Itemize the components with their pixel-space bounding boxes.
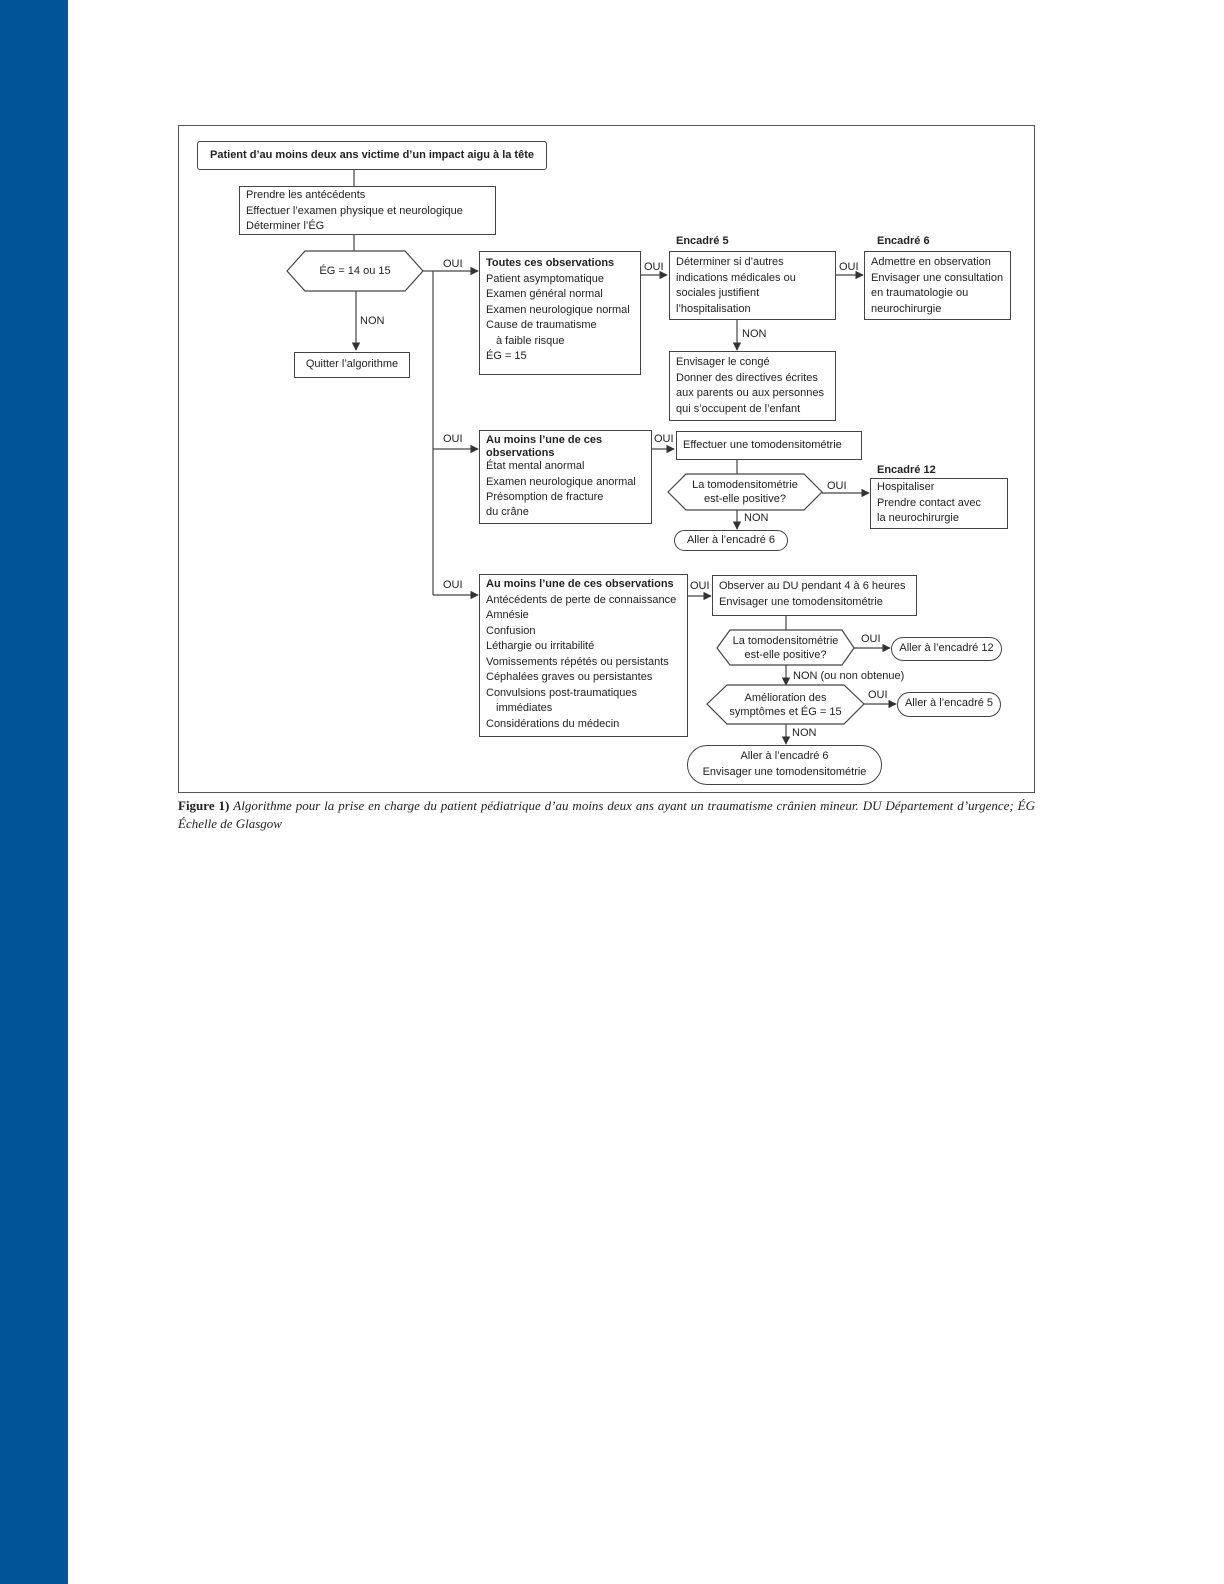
ct-question2-line: est-elle positive? — [744, 648, 827, 661]
label-oui-2: OUI — [443, 433, 463, 445]
goto-box5 — [897, 692, 1001, 717]
observation-item: Présomption de fracture — [486, 490, 604, 503]
box12-heading: Encadré 12 — [877, 464, 936, 476]
final-line: Aller à l’encadré 6 — [740, 750, 829, 762]
label-oui-ct: OUI — [654, 433, 674, 445]
start-box — [197, 141, 547, 170]
history-line: Déterminer l’ÉG — [246, 220, 325, 232]
label-non-exit: NON — [360, 315, 385, 327]
goto-box6-text: Aller à l’encadré 6 — [686, 534, 776, 546]
label-non-ct1: NON — [744, 512, 769, 524]
observe-box — [712, 575, 917, 616]
label-oui-goto12: OUI — [861, 633, 881, 645]
improvement-question-line: Amélioration des — [744, 691, 827, 704]
observations-any1-title: Au moins l’une de ces — [486, 434, 603, 446]
observation-item: Patient asymptomatique — [486, 272, 605, 285]
goto-box5-text: Aller à l’encadré 5 — [904, 697, 994, 709]
observation-item: du crâne — [486, 506, 529, 519]
discharge-box — [669, 351, 836, 421]
observation-item: à faible risque — [496, 334, 565, 347]
observation-item: Confusion — [486, 624, 536, 637]
caption-text: Algorithme pour la prise en charge du patient pédiatrique d’au moins deux ans ayant un traumatisme crânien mineur. DU Département d’urgence; ÉG Échelle de Glasgow — [178, 798, 1035, 831]
figure-caption — [178, 797, 1035, 833]
label-oui-box5: OUI — [644, 261, 664, 273]
observation-item: ÉG = 15 — [486, 350, 527, 362]
start-text: Patient d’au moins deux ans victime d’un impact aigu à la tête — [210, 149, 534, 161]
box6-line: neurochirurgie — [871, 302, 942, 315]
observations-any2-title: Au moins l’une de ces observations — [486, 578, 674, 590]
observation-item: Amnésie — [486, 609, 529, 621]
discharge-line: qui s’occupent de l’enfant — [676, 402, 801, 415]
box5-line: sociales justifient — [676, 287, 760, 299]
label-oui-box6: OUI — [839, 261, 859, 273]
label-oui-box12: OUI — [827, 480, 847, 492]
observation-item: Antécédents de perte de connaissance — [486, 593, 677, 606]
goto-box6 — [674, 530, 788, 551]
exit-text: Quitter l’algorithme — [305, 358, 399, 370]
history-line: Prendre les antécédents — [246, 189, 366, 201]
ct-question1-line: est-elle positive? — [704, 493, 786, 505]
observations-any1-box — [479, 430, 652, 524]
figure-label: Figure 1) — [178, 798, 230, 813]
goto-box12-text: Aller à l’encadré 12 — [899, 642, 994, 654]
observations-any2-box — [479, 574, 688, 737]
label-oui-goto5: OUI — [868, 689, 888, 701]
observation-item: Examen neurologique anormal — [486, 475, 636, 488]
final-line: Envisager une tomodensitométrie — [702, 765, 867, 778]
ct-question1-label — [668, 474, 822, 510]
box5-line: l’hospitalisation — [676, 302, 751, 315]
discharge-line: Envisager le congé — [676, 356, 770, 368]
decision-eg-text: ÉG = 14 ou 15 — [319, 265, 391, 277]
observe-line: Observer au DU pendant 4 à 6 heures — [719, 580, 906, 592]
exit-box — [294, 352, 410, 378]
label-non-or-not: NON (ou non obtenue) — [793, 670, 905, 682]
observation-item: Vomissements répétés ou persistants — [486, 655, 669, 668]
observation-item: Céphalées graves ou persistantes — [486, 671, 653, 683]
observations-all-box — [479, 251, 641, 375]
observation-item: État mental anormal — [486, 460, 585, 473]
observation-item: Examen neurologique normal — [486, 303, 630, 316]
box5-line: Déterminer si d’autres — [676, 256, 784, 268]
ct-perform-text: Effectuer une tomodensitométrie — [683, 439, 842, 451]
ct-question2-label — [717, 630, 854, 665]
improvement-question-label — [707, 685, 864, 724]
final-box — [687, 745, 882, 785]
observation-item: Cause de traumatisme — [486, 319, 597, 331]
box6-line: en traumatologie ou — [871, 287, 969, 299]
observations-all-title: Toutes ces observations — [486, 257, 615, 269]
goto-box12 — [891, 637, 1002, 661]
label-oui-observe: OUI — [690, 580, 710, 592]
box12-line: Hospitaliser — [877, 481, 935, 493]
label-non-final: NON — [792, 727, 817, 739]
improvement-question-line: symptômes et ÉG = 15 — [729, 705, 842, 718]
observation-item: Convulsions post-traumatiques — [486, 686, 638, 699]
box6-heading: Encadré 6 — [877, 235, 930, 247]
observation-item: Considérations du médecin — [486, 717, 620, 730]
decision-eg-label — [287, 251, 423, 291]
observation-item: Léthargie ou irritabilité — [486, 640, 595, 652]
label-oui-3: OUI — [443, 579, 463, 591]
label-non-box5: NON — [742, 328, 767, 340]
discharge-line: Donner des directives écrites — [676, 371, 818, 384]
discharge-line: aux parents ou aux personnes — [676, 387, 824, 399]
history-line: Effectuer l’examen physique et neurologique — [246, 204, 463, 217]
box12-line: Prendre contact avec — [877, 496, 981, 509]
observation-item: Examen général normal — [486, 288, 603, 300]
ct-perform-box — [676, 431, 862, 460]
box5 — [669, 251, 836, 320]
label-oui-1: OUI — [443, 258, 463, 270]
box12-line: la neurochirurgie — [877, 512, 959, 524]
ct-question2-line: La tomodensitométrie — [732, 634, 839, 647]
box5-line: indications médicales ou — [676, 271, 796, 284]
ct-question1-line: La tomodensitométrie — [692, 479, 798, 491]
history-box — [239, 186, 496, 235]
observation-item: immédiates — [496, 702, 553, 714]
observe-line: Envisager une tomodensitométrie — [719, 595, 883, 608]
box6-line: Admettre en observation — [871, 256, 991, 268]
box6-line: Envisager une consultation — [871, 271, 1004, 284]
observations-any1-title: observations — [486, 447, 555, 460]
box5-heading: Encadré 5 — [676, 235, 729, 247]
box6 — [864, 251, 1011, 320]
box12 — [870, 478, 1008, 529]
